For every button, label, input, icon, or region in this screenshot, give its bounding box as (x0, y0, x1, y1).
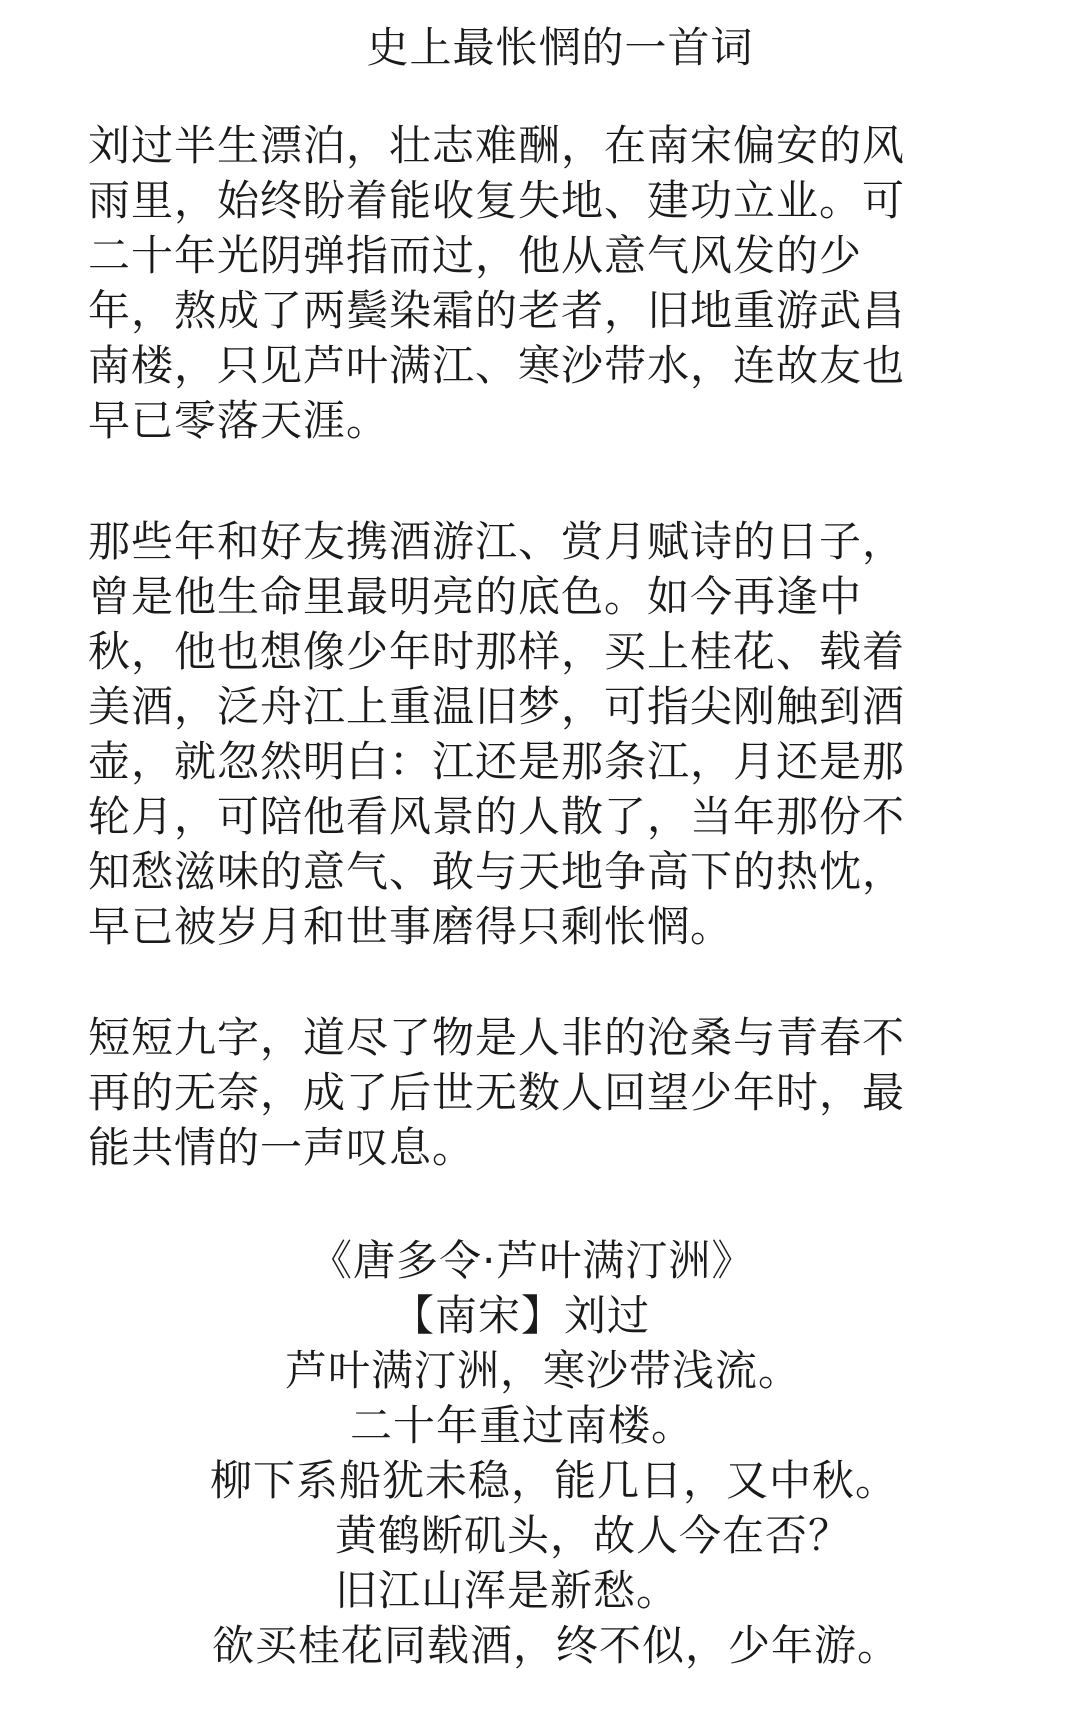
poem-line: 黄鹤断矶头，故人今在否？ (335, 1511, 852, 1560)
paragraph-line: 壶，就忽然明白：江还是那条江，月还是那 (88, 737, 906, 786)
paragraph-line: 曾是他生命里最明亮的底色。如今再逢中 (88, 572, 863, 621)
poem-line: 二十年重过南楼。 (350, 1401, 695, 1450)
paragraph-line: 年，熬成了两鬓染霜的老者，旧地重游武昌 (88, 286, 906, 335)
paragraph-2 (88, 514, 968, 954)
paragraph-line: 早已被岁月和世事磨得只剩怅惘。 (88, 902, 734, 951)
paragraph-line: 美酒，泛舟江上重温旧梦，可指尖刚触到酒 (88, 682, 906, 731)
paragraph-line: 秋，他也想像少年时那样，买上桂花、载着 (88, 627, 906, 676)
paragraph-line: 刘过半生漂泊，壮志难酬，在南宋偏安的风 (88, 121, 906, 170)
paragraph-line: 短短九字，道尽了物是人非的沧桑与青春不 (88, 1013, 906, 1062)
poem-title: 《唐多令·芦叶满汀洲》 (310, 1236, 755, 1285)
paragraph-line: 雨里，始终盼着能收复失地、建功立业。可 (88, 176, 906, 225)
paragraph-line: 早已零落天涯。 (88, 396, 390, 445)
paragraph-line: 再的无奈，成了后世无数人回望少年时，最 (88, 1068, 906, 1117)
paragraph-line: 那些年和好友携酒游江、赏月赋诗的日子， (88, 517, 906, 566)
paragraph-line: 能共情的一声叹息。 (88, 1123, 476, 1172)
paragraph-1 (88, 118, 968, 448)
article-title: 史上最怅惘的一首词 (366, 23, 754, 72)
paragraph-line: 轮月，可陪他看风景的人散了，当年那份不 (88, 792, 906, 841)
poem-line: 芦叶满汀洲，寒沙带浅流。 (285, 1346, 802, 1395)
poem-author: 【南宋】刘过 (392, 1291, 651, 1340)
paragraph-3 (88, 1010, 968, 1175)
poem-line: 欲买桂花同载酒，终不似，少年游。 (212, 1621, 901, 1670)
paragraph-line: 南楼，只见芦叶满江、寒沙带水，连故友也 (88, 341, 906, 390)
paragraph-line: 二十年光阴弹指而过，他从意气风发的少 (88, 231, 863, 280)
poem-line: 旧江山浑是新愁。 (335, 1566, 680, 1615)
poem-line: 柳下系船犹未稳，能几日，又中秋。 (210, 1456, 899, 1505)
paragraph-line: 知愁滋味的意气、敢与天地争高下的热忱， (88, 847, 906, 896)
